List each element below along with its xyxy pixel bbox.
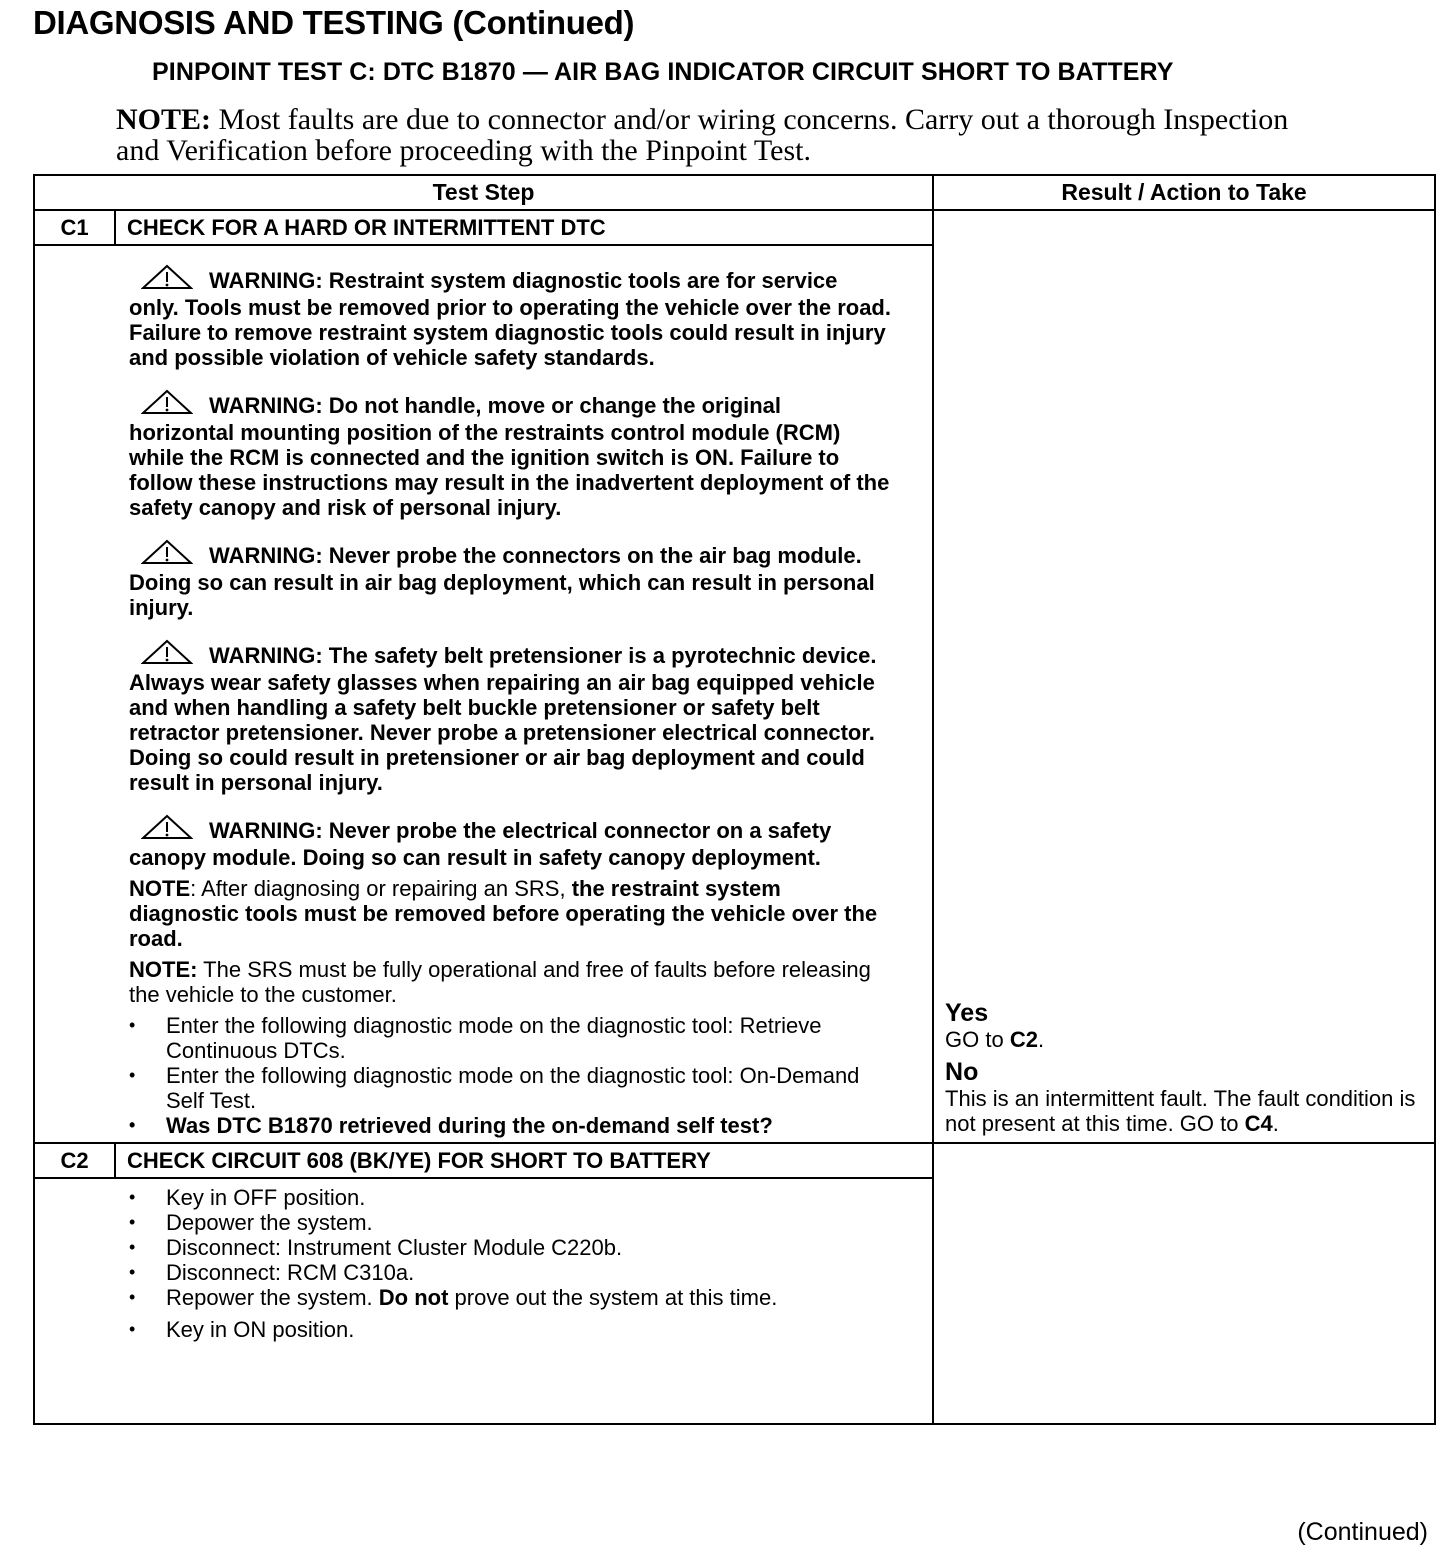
- warning-5: WARNING: Never probe the electrical connector on a safety canopy module. Doing so can result in safety canopy deployment.: [129, 814, 892, 870]
- step-id-c1: C1: [34, 210, 115, 245]
- result-yes-label: Yes: [945, 999, 989, 1027]
- warning-triangle-icon: [141, 539, 193, 570]
- pinpoint-test-table: [33, 174, 1436, 1425]
- list-item: • Disconnect: Instrument Cluster Module C220b.: [129, 1235, 892, 1260]
- list-item: • Depower the system.: [129, 1210, 892, 1235]
- list-item: • Key in ON position.: [129, 1317, 892, 1342]
- note-srs-operational: NOTE: The SRS must be fully operational and free of faults before releasing the vehicle to the customer.: [129, 957, 871, 1007]
- step-id-c2: C2: [34, 1143, 115, 1178]
- warning-3: WARNING: Never probe the connectors on the air bag module. Doing so can result in air bag deployment, which can result in personal injury.: [129, 539, 892, 620]
- pinpoint-test-title: PINPOINT TEST C: DTC B1870 — AIR BAG INDICATOR CIRCUIT SHORT TO BATTERY: [152, 58, 1174, 86]
- list-item: • Enter the following diagnostic mode on the diagnostic tool: On-Demand Self Test.: [129, 1063, 892, 1113]
- step-body-c1: [34, 245, 933, 1143]
- result-no-action: This is an intermittent fault. The fault condition is not present at this time. GO to C4.: [945, 1086, 1416, 1136]
- result-c2: [933, 1143, 1435, 1424]
- intro-note: [116, 104, 1316, 166]
- list-item: • Repower the system. Do not prove out the system at this time.: [129, 1285, 892, 1310]
- step-title-c1: CHECK FOR A HARD OR INTERMITTENT DTC: [115, 210, 933, 245]
- warning-triangle-icon: [141, 389, 193, 420]
- result-no-label: No: [945, 1058, 979, 1086]
- warning-triangle-icon: [141, 264, 193, 295]
- warning-triangle-icon: [141, 639, 193, 670]
- warning-4: WARNING: The safety belt pretensioner is a pyrotechnic device. Always wear safety glasses when repairing an air bag equipped vehicle and when handling a safety belt buckle pretensioner or safety belt retractor pretensioner. Never probe a pretensioner electrical connector. Doing so could result in pretensioner or air bag deployment and could result in personal injury.: [129, 639, 892, 795]
- c1-steps: [129, 1013, 892, 1138]
- note-text: Most faults are due to connector and/or wiring concerns. Carry out a thorough Inspection and Verification before proceeding with the Pinpoint Test.: [116, 103, 1289, 167]
- warning-2: WARNING: Do not handle, move or change the original horizontal mounting position of the restraints control module (RCM) while the RCM is connected and the ignition switch is ON. Failure to follow these instructions may result in the inadvertent deployment of the safety canopy and risk of personal injury.: [129, 389, 892, 520]
- note-tools-removed: NOTE: After diagnosing or repairing an SRS, the restraint system diagnostic tools must be removed before operating the vehicle over the road.: [129, 876, 878, 951]
- c2-steps: [129, 1185, 892, 1342]
- warning-triangle-icon: [141, 814, 193, 845]
- step-title-c2: CHECK CIRCUIT 608 (BK/YE) FOR SHORT TO BATTERY: [115, 1143, 933, 1178]
- page-title: DIAGNOSIS AND TESTING (Continued): [33, 4, 635, 41]
- list-item: • Was DTC B1870 retrieved during the on-demand self test?: [129, 1113, 892, 1138]
- list-item: • Enter the following diagnostic mode on the diagnostic tool: Retrieve Continuous DTCs.: [129, 1013, 892, 1063]
- note-label: NOTE:: [116, 103, 212, 136]
- step-body-c2: [34, 1178, 933, 1424]
- continued-label: (Continued): [1297, 1518, 1428, 1546]
- warning-1: WARNING: Restraint system diagnostic tools are for service only. Tools must be removed prior to operating the vehicle over the road. Failure to remove restraint system diagnostic tools could result in injury and possible violation of vehicle safety standards.: [129, 264, 892, 370]
- list-item: • Disconnect: RCM C310a.: [129, 1260, 892, 1285]
- col-header-result: Result / Action to Take: [933, 175, 1435, 210]
- list-item: • Key in OFF position.: [129, 1185, 892, 1210]
- result-yes-action: GO to C2.: [945, 1027, 1045, 1052]
- result-c1: [933, 210, 1435, 1143]
- col-header-test-step: Test Step: [34, 175, 933, 210]
